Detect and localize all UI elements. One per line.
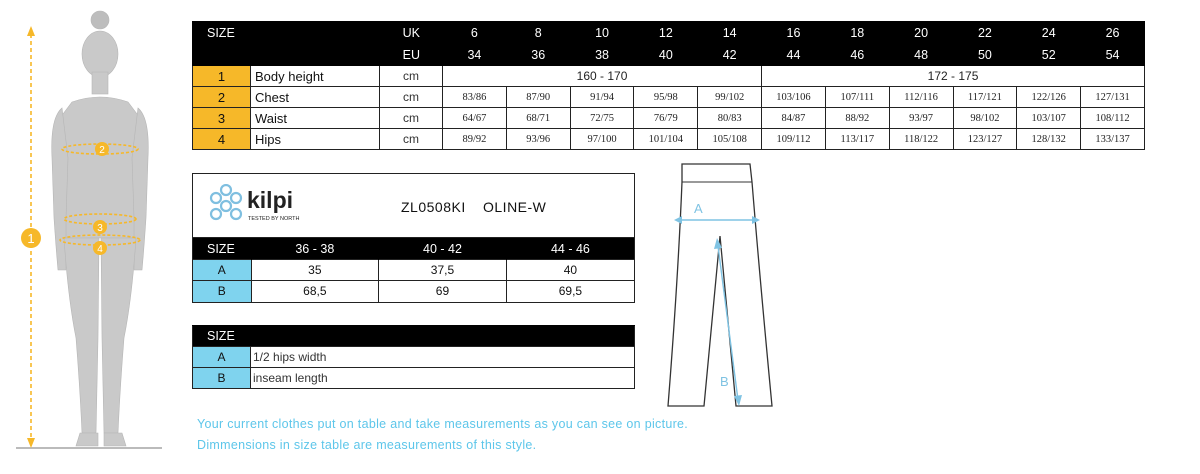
value-cell: 101/104 <box>634 129 698 150</box>
value-cell: 76/79 <box>634 108 698 129</box>
value-cell: 107/111 <box>825 87 889 108</box>
value-cell: 93/96 <box>506 129 570 150</box>
value-cell: 91/94 <box>570 87 634 108</box>
value-cell: 98/102 <box>953 108 1017 129</box>
row-number: 1 <box>193 66 251 87</box>
row-number: 3 <box>193 108 251 129</box>
row-name: Waist <box>251 108 380 129</box>
measurement-row <box>193 108 1145 129</box>
note-line: Dimmensions in size table are measurements of this style. <box>197 438 537 452</box>
product-code: ZL0508KI <box>401 199 466 215</box>
row-name: Body height <box>251 66 380 87</box>
product-size-label: SIZE <box>193 239 251 260</box>
row-unit: cm <box>380 108 443 129</box>
value-cell: 87/90 <box>506 87 570 108</box>
notes <box>197 414 688 456</box>
legend-table <box>192 325 635 389</box>
marker-4 <box>93 241 107 255</box>
product-cell: 37,5 <box>379 260 507 281</box>
value-cell: 68/71 <box>506 108 570 129</box>
value-cell: 122/126 <box>1017 87 1081 108</box>
product-row-key: A <box>193 260 251 281</box>
range-cell: 172 - 175 <box>762 66 1145 87</box>
uk-size-cell: 20 <box>889 22 953 44</box>
product-row-a <box>193 260 634 281</box>
legend-desc: 1/2 hips width <box>251 347 635 368</box>
size-header-row-uk <box>193 22 1145 44</box>
size-header-row-eu <box>193 44 1145 66</box>
value-cell: 118/122 <box>889 129 953 150</box>
measurement-row <box>193 66 1145 87</box>
svg-text:3: 3 <box>97 223 103 234</box>
value-cell: 112/116 <box>889 87 953 108</box>
eu-size-cell: 44 <box>762 44 826 66</box>
measurement-row <box>193 87 1145 108</box>
value-cell: 93/97 <box>889 108 953 129</box>
product-cell: 40 <box>506 260 634 281</box>
product-table <box>192 173 635 303</box>
pants-label-b: B <box>720 374 729 389</box>
kilpi-logo <box>207 184 317 228</box>
legend-row-b <box>193 368 635 389</box>
marker-1 <box>21 228 41 248</box>
legend-row-a <box>193 347 635 368</box>
svg-text:TESTED BY NORTH: TESTED BY NORTH <box>248 216 300 222</box>
value-cell: 80/83 <box>698 108 762 129</box>
value-cell: 127/131 <box>1081 87 1145 108</box>
product-size-header <box>193 239 634 260</box>
eu-size-cell: 48 <box>889 44 953 66</box>
eu-size-cell: 46 <box>825 44 889 66</box>
uk-size-cell: 14 <box>698 22 762 44</box>
row-unit: cm <box>380 129 443 150</box>
eu-size-cell: 40 <box>634 44 698 66</box>
row-unit: cm <box>380 87 443 108</box>
row-name: Chest <box>251 87 380 108</box>
uk-size-cell: 22 <box>953 22 1017 44</box>
marker-2 <box>95 142 109 156</box>
value-cell: 109/112 <box>762 129 826 150</box>
eu-label: EU <box>402 47 420 62</box>
product-name: OLINE-W <box>483 199 547 215</box>
row-name: Hips <box>251 129 380 150</box>
legend-header <box>193 326 635 347</box>
pants-label-a: A <box>694 201 703 216</box>
product-cell: 68,5 <box>251 281 379 302</box>
svg-text:kilpi: kilpi <box>247 187 294 213</box>
eu-size-cell: 34 <box>443 44 507 66</box>
product-cell: 35 <box>251 260 379 281</box>
uk-size-cell: 6 <box>443 22 507 44</box>
value-cell: 105/108 <box>698 129 762 150</box>
value-cell: 128/132 <box>1017 129 1081 150</box>
value-cell: 108/112 <box>1081 108 1145 129</box>
product-size-col: 40 - 42 <box>379 239 507 260</box>
value-cell: 88/92 <box>825 108 889 129</box>
value-cell: 64/67 <box>443 108 507 129</box>
value-cell: 97/100 <box>570 129 634 150</box>
legend-key: A <box>193 347 251 368</box>
row-unit: cm <box>380 66 443 87</box>
legend-size-label: SIZE <box>193 326 635 347</box>
value-cell: 95/98 <box>634 87 698 108</box>
uk-size-cell: 10 <box>570 22 634 44</box>
product-row-key: B <box>193 281 251 302</box>
uk-size-cell: 26 <box>1081 22 1145 44</box>
eu-size-cell: 54 <box>1081 44 1145 66</box>
value-cell: 89/92 <box>443 129 507 150</box>
product-size-col: 44 - 46 <box>506 239 634 260</box>
value-cell: 103/106 <box>762 87 826 108</box>
uk-label: UK <box>402 25 420 40</box>
marker-3 <box>93 220 107 234</box>
product-size-grid <box>193 238 634 302</box>
eu-size-cell: 52 <box>1017 44 1081 66</box>
svg-text:4: 4 <box>97 244 103 255</box>
size-table <box>192 21 1145 150</box>
uk-size-cell: 16 <box>762 22 826 44</box>
product-size-col: 36 - 38 <box>251 239 379 260</box>
value-cell: 133/137 <box>1081 129 1145 150</box>
eu-size-cell: 50 <box>953 44 1017 66</box>
product-cell: 69 <box>379 281 507 302</box>
range-cell: 160 - 170 <box>443 66 762 87</box>
product-row-b <box>193 281 634 302</box>
product-header <box>193 174 634 238</box>
value-cell: 72/75 <box>570 108 634 129</box>
legend-key: B <box>193 368 251 389</box>
value-cell: 113/117 <box>825 129 889 150</box>
uk-size-cell: 24 <box>1017 22 1081 44</box>
size-header-label: SIZE UK <box>193 22 443 44</box>
legend-desc: inseam length <box>251 368 635 389</box>
svg-text:2: 2 <box>99 145 105 156</box>
value-cell: 99/102 <box>698 87 762 108</box>
uk-size-cell: 12 <box>634 22 698 44</box>
value-cell: 84/87 <box>762 108 826 129</box>
measurement-row <box>193 129 1145 150</box>
product-cell: 69,5 <box>506 281 634 302</box>
row-number: 4 <box>193 129 251 150</box>
eu-size-cell: 38 <box>570 44 634 66</box>
body-measurement-figure <box>14 8 174 464</box>
note-line: Your current clothes put on table and take measurements as you can see on picture. <box>197 417 689 431</box>
eu-size-cell: 42 <box>698 44 762 66</box>
value-cell: 123/127 <box>953 129 1017 150</box>
uk-size-cell: 18 <box>825 22 889 44</box>
value-cell: 83/86 <box>443 87 507 108</box>
value-cell: 103/107 <box>1017 108 1081 129</box>
value-cell: 117/121 <box>953 87 1017 108</box>
svg-text:1: 1 <box>27 231 35 246</box>
row-number: 2 <box>193 87 251 108</box>
uk-size-cell: 8 <box>506 22 570 44</box>
pants-diagram <box>664 160 776 412</box>
eu-header-cell <box>193 44 443 66</box>
eu-size-cell: 36 <box>506 44 570 66</box>
